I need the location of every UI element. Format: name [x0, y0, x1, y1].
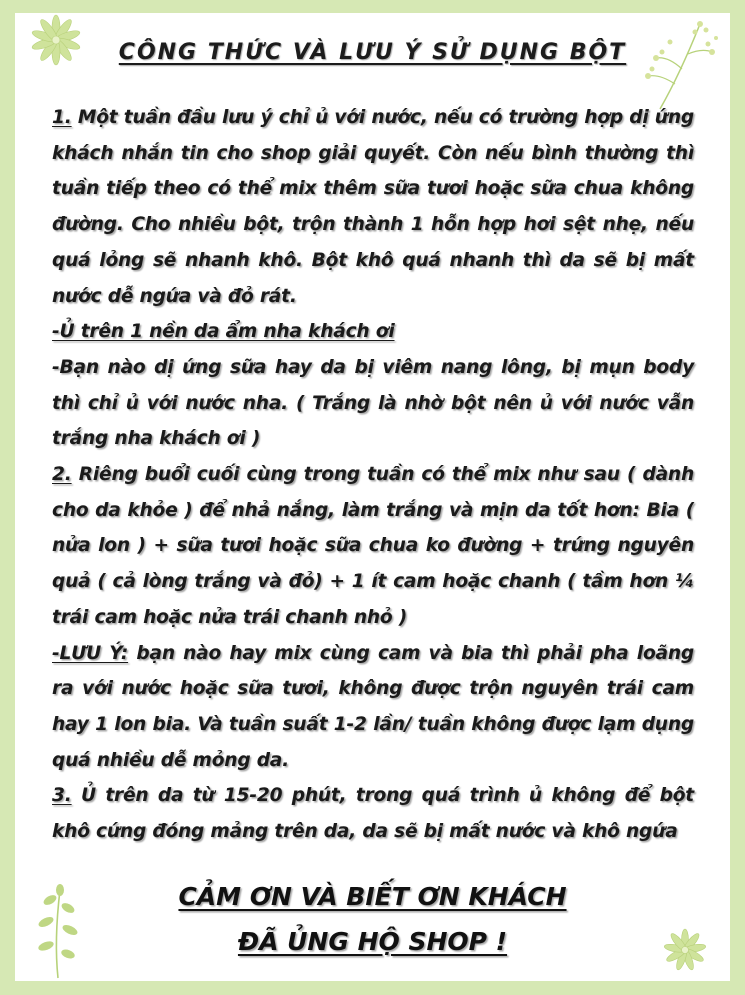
note-text: -Ủ trên 1 nền da ẩm nha khách ơi	[52, 321, 395, 343]
page-title: CÔNG THỨC VÀ LƯU Ý SỬ DỤNG BỘT	[118, 40, 627, 65]
section-2	[52, 457, 694, 636]
thanks-line-2: ĐÃ ỦNG HỘ SHOP !	[237, 927, 508, 956]
note-text: -Bạn nào dị ứng sữa hay da bị viêm nang lông, bị mụn body thì chỉ ủ với nước nha. ( Trắng là nhờ bột nên ủ với nước vẫn trắng nha khách ơi )	[52, 356, 694, 450]
instructions-body	[52, 100, 694, 850]
section-text: Ủ trên da từ 15-20 phút, trong quá trình ủ không để bột khô cứng đóng mảng trên da, da sẽ bị mất nước và khô ngứa	[52, 785, 694, 843]
warning-text: bạn nào hay mix cùng cam và bia thì phải pha loãng ra với nước hoặc sữa tươi, không được trộn nguyên trái cam hay 1 lon bia. Và tuần suất 1-2 lần/ tuần không được lạm dụng quá nhiều dễ mỏng da.	[52, 642, 695, 771]
moist-skin-note	[52, 314, 694, 350]
thanks-line-1: CẢM ƠN VÀ BIẾT ƠN KHÁCH	[178, 882, 567, 911]
section-number: 1.	[52, 107, 72, 128]
section-number: 2.	[52, 464, 72, 486]
allergy-note	[52, 350, 694, 457]
warning-note	[52, 636, 694, 779]
warning-label: -LƯU Ý:	[52, 642, 129, 664]
section-1	[52, 100, 694, 314]
section-text: Riêng buổi cuối cùng trong tuần có thể mix như sau ( dành cho da khỏe ) để nhả nắng, làm trắng và mịn da tốt hơn: Bia ( nửa lon ) + sữa tươi hoặc sữa chua ko đường + trứng nguyên quả ( cả lòng trắng và đỏ) + 1 ít cam hoặc chanh ( tầm hơn ¼ trái cam hoặc nửa trái chanh nhỏ )	[52, 464, 694, 628]
section-3	[52, 778, 694, 849]
section-number: 3.	[52, 785, 72, 807]
section-text: Một tuần đầu lưu ý chỉ ủ với nước, nếu có trường hợp dị ứng khách nhắn tin cho shop giải quyết. Còn nếu bình thường thì tuần tiếp theo có thể mix thêm sữa tươi hoặc sữa chua không đường. Cho nhiều bột, trộn thành 1 hỗn hợp hơi sệt nhẹ, nếu quá lỏng sẽ nhanh khô. Bột khô quá nhanh thì da sẽ bị mất nước dễ ngứa và đỏ rát.	[52, 107, 694, 307]
